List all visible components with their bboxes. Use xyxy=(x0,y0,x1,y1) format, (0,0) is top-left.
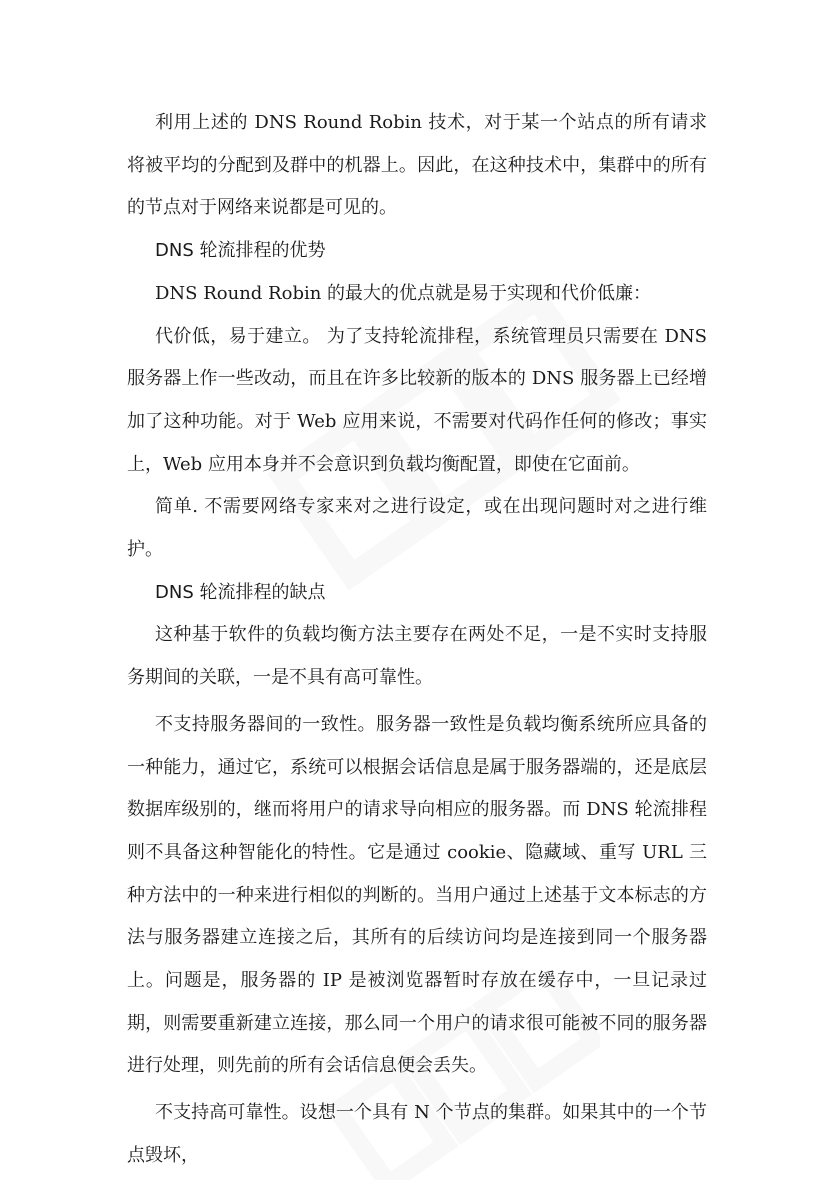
heading-disadvantages: DNS 轮流排程的缺点 xyxy=(155,581,326,603)
paragraph-dns-round-robin-intro: 利用上述的 DNS Round Robin 技术，对于某一个站点的所有请求将被平均的分配到及群中的机器上。因此，在这种技术中，集群中的所有的节点对于网络来说都是可见的。 xyxy=(127,112,707,219)
paragraph-no-server-affinity: 不支持服务器间的一致性。服务器一致性是负载均衡系统所应具备的一种能力，通过它，系统可以根据会话信息是属于服务器端的，还是底层数据库级别的，继而将用户的请求导向相应的服务器。而 DNS 轮流排程则不具备这种智能化的特性。它是通过 cookie、隐藏域、重写 URL 三种方法中的一种来进行相似的判断的。当用户通过上述基于文本标志的方法与服务器建立连接之后，其所有的后续访问均是连接到同一个服务器上。问题是，服务器的 IP 是被浏览器暂时存放在缓存中，一旦记录过期，则需要重新建立连接，那么同一个用户的请求很可能被不同的服务器进行处理，则先前的所有会话信息便会丢失。 xyxy=(127,713,707,1077)
heading-advantages: DNS 轮流排程的优势 xyxy=(155,240,326,262)
paragraph-no-high-availability: 不支持高可靠性。设想一个具有 N 个节点的集群。如果其中的一个节点毁坏， xyxy=(127,1102,707,1166)
paragraph-low-cost: 代价低，易于建立。 为了支持轮流排程，系统管理员只需要在 DNS 服务器上作一些改动，而且在许多比较新的版本的 DNS 服务器上已经增加了这种功能。对于 Web 应用来说，不需要对代码作任何的修改；事实上，Web 应用本身并不会意识到负载均衡配置，即使在它面前。 xyxy=(127,325,707,475)
paragraph-advantages-summary: DNS Round Robin 的最大的优点就是易于实现和代价低廉： xyxy=(155,282,652,304)
document-body xyxy=(127,102,707,1178)
paragraph-simple: 简单. 不需要网络专家来对之进行设定，或在出现问题时对之进行维护。 xyxy=(127,496,707,561)
paragraph-disadvantages-summary: 这种基于软件的负载均衡方法主要存在两处不足，一是不实时支持服务期间的关联，一是不具有高可靠性。 xyxy=(127,624,707,689)
